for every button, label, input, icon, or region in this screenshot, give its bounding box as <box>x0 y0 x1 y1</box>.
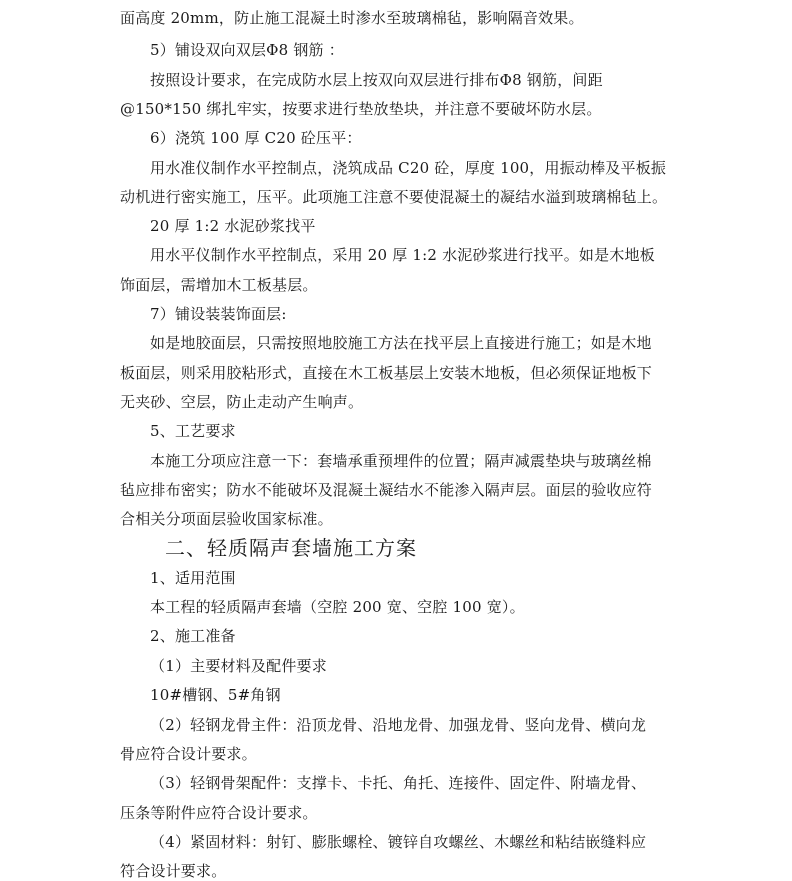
paragraph-line: 面高度 20mm，防止施工混凝土时渗水至玻璃棉毡，影响隔音效果。 <box>120 9 584 27</box>
paragraph-line: 如是地胶面层，只需按照地胶施工方法在找平层上直接进行施工；如是木地 <box>150 334 652 352</box>
subheading-materials: （1）主要材料及配件要求 <box>150 657 327 675</box>
paragraph-line: 饰面层，需增加木工板基层。 <box>120 276 318 294</box>
paragraph-line: 用水平仪制作水平控制点，采用 20 厚 1:2 水泥砂浆进行找平。如是木地板 <box>150 246 655 264</box>
paragraph-line: 合相关分项面层验收国家标准。 <box>120 510 333 528</box>
paragraph-line: 压条等附件应符合设计要求。 <box>120 804 318 822</box>
paragraph-line: 10#槽钢、5#角钢 <box>150 686 281 704</box>
subheading-screed: 20 厚 1:2 水泥砂浆找平 <box>150 217 316 235</box>
subheading-step-5: 5）铺设双向双层Φ8 钢筋 ： <box>150 41 344 59</box>
paragraph-line: 符合设计要求。 <box>120 862 227 880</box>
subheading-step-7: 7）铺设装装饰面层: <box>150 305 287 323</box>
paragraph-line: （4）紧固材料：射钉、膨胀螺栓、镀锌自攻螺丝、木螺丝和粘结嵌缝料应 <box>150 833 647 851</box>
subheading-scope: 1、适用范围 <box>150 569 236 587</box>
paragraph-line: 无夹砂、空层，防止走动产生响声。 <box>120 393 364 411</box>
paragraph-line: 板面层，则采用胶粘形式，直接在木工板基层上安装木地板，但必须保证地板下 <box>120 364 653 382</box>
section-heading: 二、轻质隔声套墙施工方案 <box>165 536 417 560</box>
subheading-preparation: 2、施工准备 <box>150 627 236 645</box>
paragraph-line: 动机进行密实施工，压平。此项施工注意不要使混凝土的凝结水溢到玻璃棉毡上。 <box>120 188 668 206</box>
subheading-process-requirements: 5、工艺要求 <box>150 422 236 440</box>
paragraph-line: 用水准仪制作水平控制点，浇筑成品 C20 砼，厚度 100，用振动棒及平板振 <box>150 159 667 177</box>
paragraph-line: 按照设计要求，在完成防水层上按双向双层进行排布Φ8 钢筋，间距 <box>150 71 603 89</box>
paragraph-line: 骨应符合设计要求。 <box>120 745 257 763</box>
paragraph-line: 毡应排布密实；防水不能破坏及混凝土凝结水不能渗入隔声层。面层的验收应符 <box>120 481 653 499</box>
paragraph-line: 本施工分项应注意一下：套墙承重预埋件的位置；隔声减震垫块与玻璃丝棉 <box>150 452 652 470</box>
paragraph-line: （3）轻钢骨架配件：支撑卡、卡托、角托、连接件、固定件、附墙龙骨、 <box>150 774 647 792</box>
paragraph-line: @150*150 绑扎牢实，按要求进行垫放垫块，并注意不要破坏防水层。 <box>120 100 602 118</box>
subheading-step-6: 6）浇筑 100 厚 C20 砼压平： <box>150 129 362 147</box>
paragraph-line: （2）轻钢龙骨主件：沿顶龙骨、沿地龙骨、加强龙骨、竖向龙骨、横向龙 <box>150 716 647 734</box>
paragraph-line: 本工程的轻质隔声套墙（空腔 200 宽、空腔 100 宽）。 <box>150 598 525 616</box>
